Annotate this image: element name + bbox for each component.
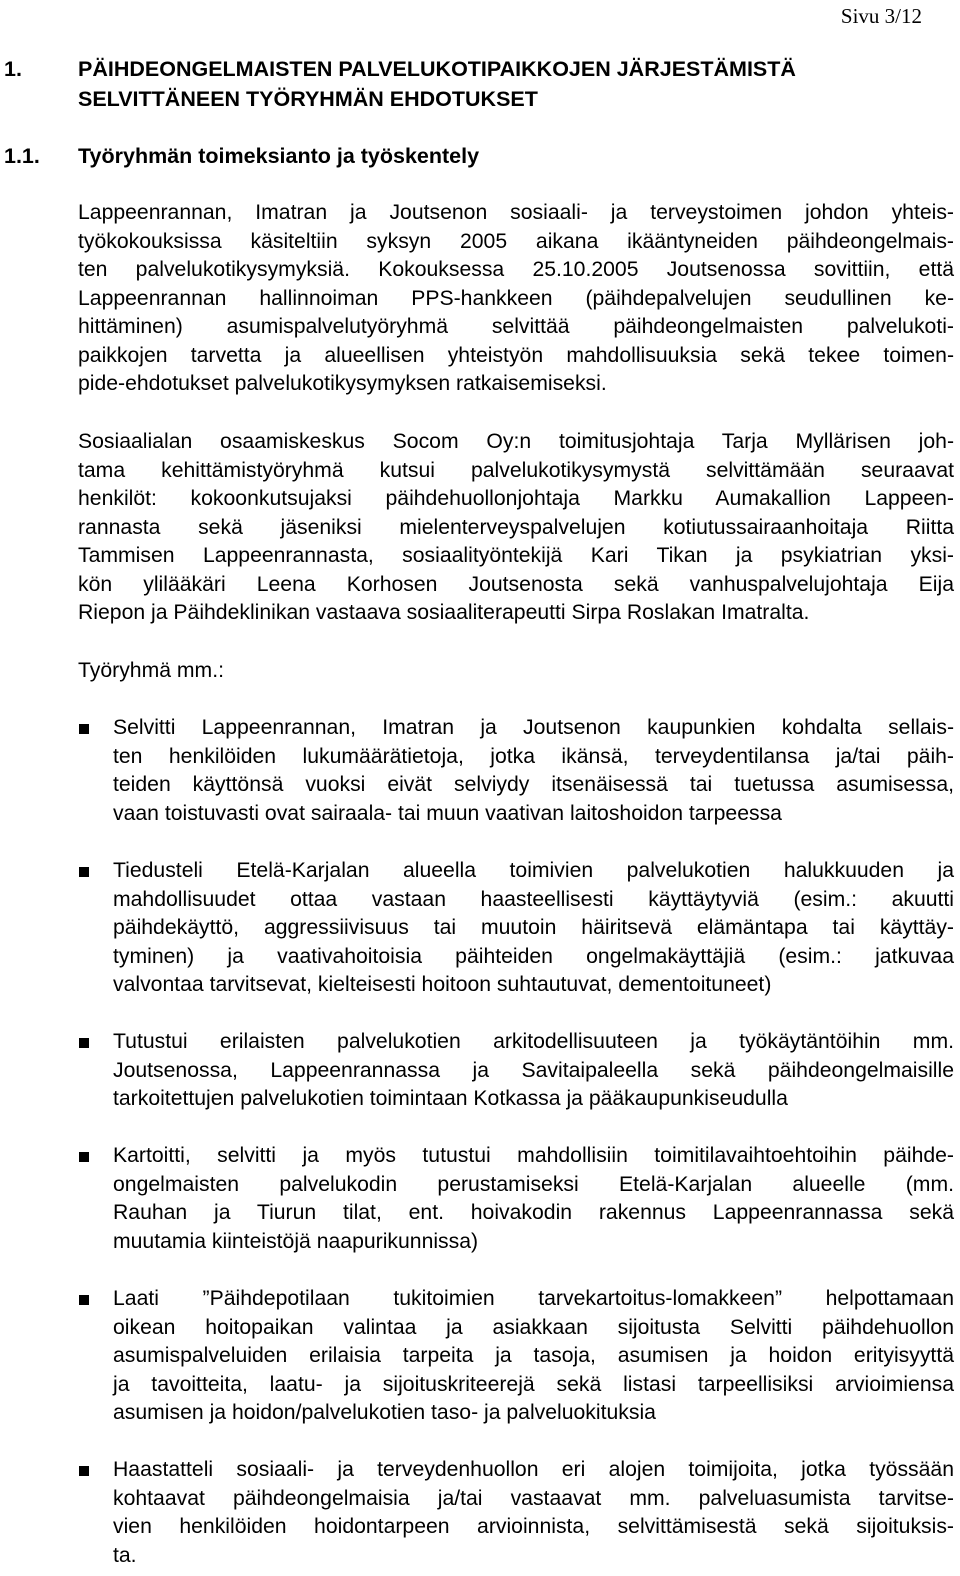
list-item-line: asumisen ja hoidon/palvelukotien taso- ja palveluokituksia	[113, 1401, 656, 1424]
square-bullet-icon	[79, 1295, 89, 1305]
section-heading-1-text: PÄIHDEONGELMAISTEN PALVELUKOTIPAIKKOJEN JÄRJESTÄMISTÄ SELVITTÄNEEN TYÖRYHMÄN EHDOTUKSET	[78, 57, 796, 111]
list-item-line: Tutustui erilaisten palvelukotien arkitodellisuuteen ja työkäytäntöihin mm.	[113, 1030, 954, 1053]
paragraph-line: Lappeenrannan hallinnoiman PPS-hankkeen (päihdepalvelujen seudullinen ke-	[78, 286, 954, 310]
list-item-text	[113, 1142, 954, 1256]
paragraph-line: Tammisen Lappeenrannasta, sosiaalityöntekijä Kari Tikan ja psykiatrian yksi-	[78, 544, 954, 567]
list-item-line: ja tavoitteita, laatu- ja sijoituskriteerejä sekä listasi tarpeellisiksi arvioimiensa	[113, 1372, 954, 1396]
list-item-line: teiden käyttönsä vuoksi eivät selviydy itsenäisessä tai tuetussa asumisessa,	[113, 773, 954, 796]
paragraph-line: rannasta sekä jäseniksi mielenterveyspalvelujen kotiutussairaanhoitaja Riitta	[78, 515, 954, 539]
section-heading-1-number: 1.	[4, 57, 22, 81]
paragraph-line: pide-ehdotukset palvelukotikysymyksen ratkaisemiseksi.	[78, 372, 607, 395]
list-item-line: mahdollisuudet ottaa vastaan haasteellisesti käyttäytyviä (esim.: akuutti	[113, 887, 954, 911]
list-item-line: Tiedusteli Etelä-Karjalan alueella toimivien palvelukotien halukkuuden ja	[113, 859, 954, 882]
section-heading-1-1-text: Työryhmän toimeksianto ja työskentely	[78, 144, 480, 168]
paragraph-members	[78, 428, 954, 628]
paragraph-line: paikkojen tarvetta ja alueellisen yhteistyön mahdollisuuksia sekä tekee toimen-	[78, 343, 954, 367]
paragraph-line: työkokouksissa käsiteltiin syksyn 2005 aikana ikääntyneiden päihdeongelmais-	[78, 229, 954, 253]
square-bullet-icon	[79, 867, 89, 877]
list-item-line: Selvitti Lappeenrannan, Imatran ja Joutsenon kaupunkien kohdalta sellais-	[113, 716, 954, 739]
list-item-text	[113, 1456, 954, 1570]
list-item-line: vaan toistuvasti ovat sairaala- tai muun vaativan laitoshoidon tarpeessa	[113, 801, 782, 825]
list-item-line: ta.	[113, 1543, 137, 1567]
list-item-line: päihdekäyttö, aggressiivisuus tai muutoin häiritsevä elämäntapa tai käyttäy-	[113, 916, 954, 939]
list-item-line: tarkoitettujen palvelukotien toimintaan Kotkassa ja pääkaupunkiseudulla	[113, 1087, 788, 1110]
list-item-line: valvontaa tarvitsevat, kielteisesti hoitoon suhtautuvat, dementoituneet)	[113, 973, 772, 996]
section-heading-1	[4, 55, 944, 114]
paragraph-line: Riepon ja Päihdeklinikan vastaava sosiaaliterapeutti Sirpa Roslakan Imatralta.	[78, 601, 810, 624]
paragraph-line: ten palvelukotikysymyksiä. Kokouksessa 25.10.2005 Joutsenossa sovittiin, että	[78, 258, 954, 281]
section-heading-1-1-number: 1.1.	[4, 144, 40, 168]
list-item-line: oikean hoitopaikan valintaa ja asiakkaan sijoitusta Selvitti päihdehuollon	[113, 1315, 954, 1339]
list-item-line: Haastatteli sosiaali- ja terveydenhuollon eri alojen toimijoita, jotka työssään	[113, 1458, 954, 1481]
list-item-line: asumispalveluiden erilaisia tarpeita ja tasoja, asumisen ja hoidon erityisyyttä	[113, 1344, 954, 1367]
section-heading-1-1	[4, 142, 479, 170]
list-item-line: vien henkilöiden hoidontarpeen arvioinnista, selvittämisestä sekä sijoituksis-	[113, 1515, 954, 1538]
list-item-line: tyminen) ja vaativahoitoisia päihteiden ongelmakäyttäjiä (esim.: jatkuvaa	[113, 944, 954, 968]
paragraph-mandate	[78, 199, 954, 399]
paragraph-line: kön ylilääkäri Leena Korhosen Joutsenosta sekä vanhuspalvelujohtaja Eija	[78, 572, 954, 596]
paragraph-line: henkilöt: kokoonkutsujaksi päihdehuollonjohtaja Markku Aumakallion Lappeen-	[78, 487, 954, 510]
list-lead: Työryhmä mm.:	[78, 659, 224, 682]
square-bullet-icon	[79, 1466, 89, 1476]
list-item-line: Kartoitti, selvitti ja myös tutustui mahdollisiin toimitilavaihtoehtoihin päihde-	[113, 1144, 954, 1167]
list-item-line: Laati ”Päihdepotilaan tukitoimien tarvekartoitus-lomakkeen” helpottamaan	[113, 1287, 954, 1310]
list-item-text	[113, 857, 954, 1000]
paragraph-line: hittäminen) asumispalvelutyöryhmä selvittää päihdeongelmaisten palvelukoti-	[78, 315, 954, 338]
paragraph-line: Lappeenrannan, Imatran ja Joutsenon sosiaali- ja terveystoimen johdon yhteis-	[78, 201, 954, 224]
list-item-line: muutamia kiinteistöjä naapurikunnissa)	[113, 1229, 479, 1253]
list-item-text	[113, 1028, 954, 1114]
list-item-text	[113, 1285, 954, 1428]
list-item-text	[113, 714, 954, 828]
list-item-line: kohtaavat päihdeongelmaisia ja/tai vastaavat mm. palveluasumista tarvitse-	[113, 1486, 954, 1510]
list-item-line: Joutsenossa, Lappeenrannassa ja Savitaipaleella sekä päihdeongelmaisille	[113, 1058, 954, 1082]
list-item-line: ongelmaisten palvelukodin perustamiseksi Etelä-Karjalan alueelle (mm.	[113, 1172, 954, 1196]
page-number: Sivu 3/12	[840, 4, 922, 28]
paragraph-line: Sosiaalialan osaamiskeskus Socom Oy:n toimitusjohtaja Tarja Myllärisen joh-	[78, 430, 954, 453]
square-bullet-icon	[79, 724, 89, 734]
square-bullet-icon	[79, 1038, 89, 1048]
square-bullet-icon	[79, 1152, 89, 1162]
paragraph-line: tama kehittämistyöryhmä kutsui palvelukotikysymystä selvittämään seuraavat	[78, 458, 954, 482]
list-item-line: ten henkilöiden lukumäärätietoja, jotka ikänsä, terveydentilansa ja/tai päih-	[113, 744, 954, 768]
list-item-line: Rauhan ja Tiurun tilat, ent. hoivakodin rakennus Lappeenrannassa sekä	[113, 1201, 954, 1224]
